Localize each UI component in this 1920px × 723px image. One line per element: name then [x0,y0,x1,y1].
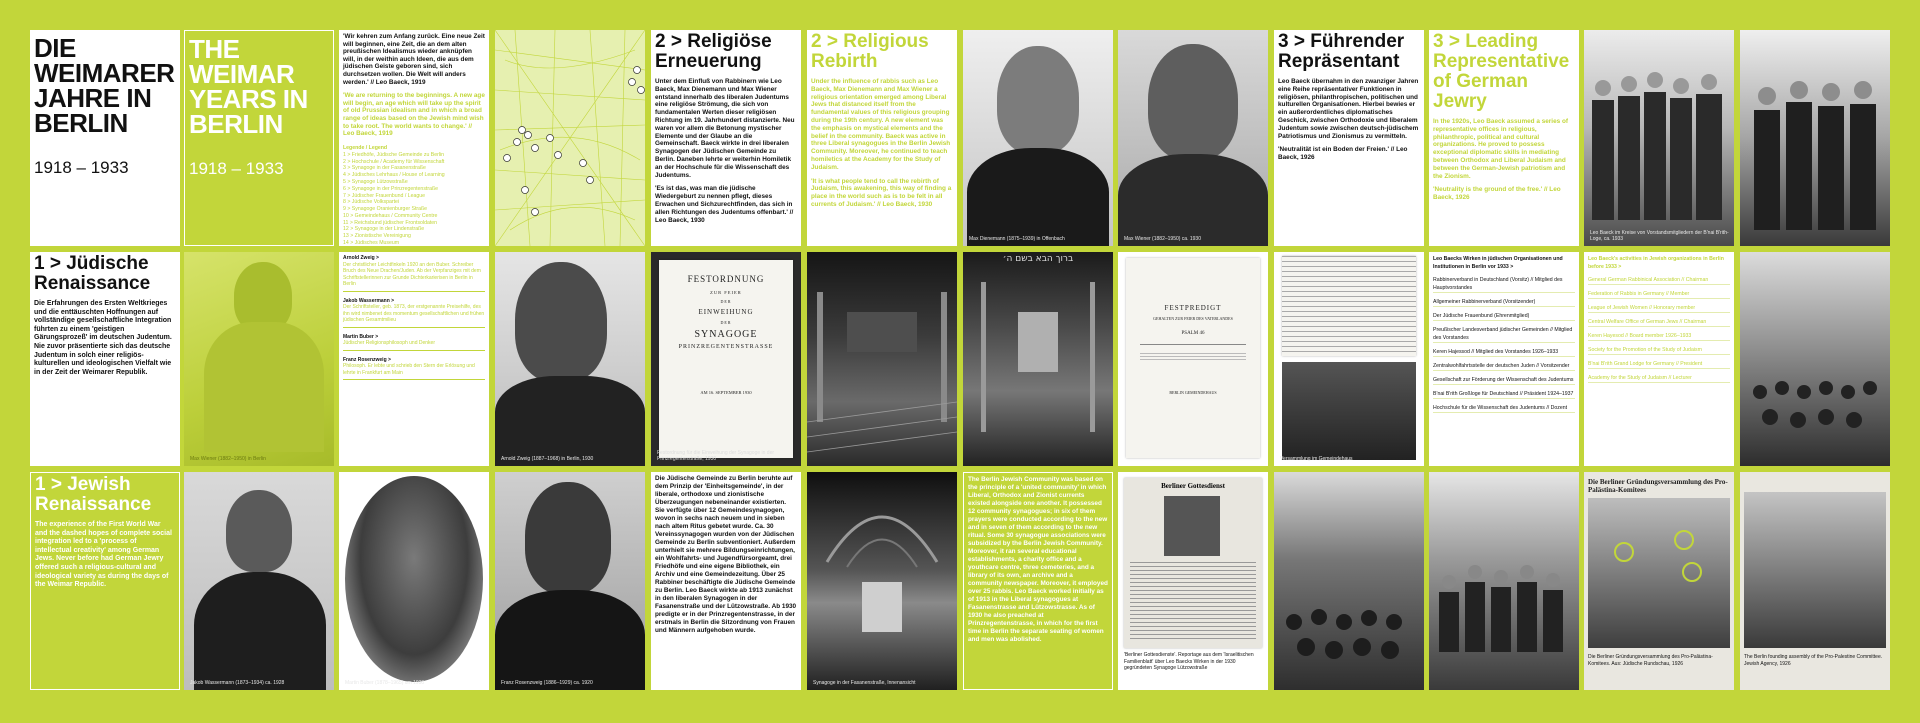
leo-baeck-group-svg [1740,30,1890,246]
festpredigt-sub: GEHALTEN ZUR FEIER DES VATERLANDES [1153,316,1233,321]
community-en-text: The Berlin Jewish Community was based on the principle of a 'united community' in which Liberal, Orthodox and Zionist currents existed alongside one another. It possessed 12 community synagogues; in six of them prayers were conducted according to the new and in seven of them according to the new ritual. Some 30 synagogue associations were subsidized by the Berlin Jewish Community. Moreover, it ran several educational establishments, a charity office and a youthcare centre, three cemeteries, and a library of its own, an archive and a community newspaper. Moreover, it employed over 25 rabbis. Leo Baeck worked initially as of 1913 in the Liberal synagogues at Fasanenstrasse and Lützowstrasse. As of 1930 he also preached at Prinzregentenstrasse, in which for the first time in Berlin the separate seating of women and men was abolished. [968,476,1108,643]
festpredigt-footer: BERLIN GEMEINDEHAUS [1169,390,1217,395]
body-silhouette [204,322,324,452]
map-legend-item: 11 > Reichsbund jüdischer Frontsoldaten [343,219,438,226]
portrait-head [515,262,607,382]
org-list-item: General German Rabbinical Association // Chairman [1588,276,1730,285]
photo-group-sitting [1429,472,1579,690]
orgs-en-title: Leo Baeck's activities in Jewish organizations in Berlin before 1933 > [1588,256,1724,270]
portrait-body [495,376,645,466]
bio-block-text: Jüdischer Religionsphilosoph und Denker [343,340,435,346]
caption-festordnung: Festordnung für die Einweihung der Synagoge in der Prinzregentenstraße, 1930 [657,450,775,462]
panel-berlin-map [495,30,645,246]
divider [343,379,485,380]
photo-max-wiener-bw [1118,30,1268,246]
photo-synagogue-interior-2 [807,472,957,690]
photo-synagogue-interior-1 [807,252,957,466]
portrait-head [997,46,1079,154]
synagogue-dome-svg [807,472,957,690]
map-legend-title: Legende / Legend [343,144,388,151]
festordnung-line: ZUR FEIER [710,290,742,295]
org-list-item: League of Jewish Women // Honorary member [1588,304,1730,313]
map-legend-item: 2 > Hochschule / Academy für Wissenschaft [343,158,445,165]
synagogue-hall-svg [963,252,1113,466]
portrait-head [1148,44,1238,160]
map-legend-item: 3 > Synagoge in der Fasanenstraße [343,165,426,172]
section2-en-text: Under the influence of rabbis such as Leo Baeck, Max Dienemann and Max Wiener a religious orientation emerged among Liberal Jews that distanced itself from the fundamental values of this religious grouping during the 19th century. A new element was the emphasis on mystical elements and the belief in the community. Baeck was active in three Liberal synagogues in the Berlin Jewish Community. Moreover, he continued to teach homiletics at the Academy for the Study of Judaism. [811,78,951,171]
org-list-item: Rabbinerverband in Deutschland (Vorsitz) // Mitglied des Hauptvorstandes [1433,276,1575,293]
quote-de-1926: 'Neutralität ist ein Boden der Freien.' // Leo Baeck, 1926 [1278,146,1408,162]
photo-synagogue-hall [963,252,1113,466]
photo-assembly-hall [1740,252,1890,466]
panel-orgs-en [1584,252,1734,466]
caption-palestine-en: The Berlin founding assembly of the Pro-Palestine Committee. Jewish Agency, 1926 [1744,654,1883,667]
photo-bnai-brith-group [1584,30,1734,246]
org-list-item: Der Jüdische Frauenbund (Ehrenmitglied) [1433,312,1575,321]
berlin-map-svg [495,30,645,246]
section2-de-text: Unter dem Einfluß von Rabbinern wie Leo Baeck, Max Dienemann und Max Wiener entstand innerhalb des liberalen Judentums eine religiöse Strömung, die sich von fundamentalen Werten dieser religiösen Richtung im 19. Jahrhundert distanzierte. Neu waren vor allem die Betonung mystischer Elemente und der Glaube an die Gemeinschaft. Baeck wirkte in drei liberalen Synagogen der Jüdischen Gemeinde zu Berlin. Daneben lehrte er weiterhin Homiletik an der Hochschule für die Wissenschaft des Judentums. [655,78,795,179]
map-legend-item: 4 > Jüdisches Lehrhaus / House of Learning [343,172,445,179]
caption-assembly: Versammlung im Gemeindehaus [1280,456,1353,462]
panel-title-de [30,30,180,246]
photo-assembly [1282,362,1416,460]
section1-de-title: 1 > Jüdische Renaissance [34,253,151,294]
panel-community-en [963,472,1113,690]
quote-en-1919: 'We are returning to the beginnings. A new age will begin, an age which will take up the spirit of old Prussian idealism and in which a broad range of ideas based on the Jewish mind wish to take root. The world wants to change.' // Leo Baeck, 1919 [343,92,485,138]
panel-community-de [651,472,801,690]
photo-leo-baeck-group [1740,30,1890,246]
years-de: 1918 – 1933 [34,158,129,177]
photo-max-wiener-lime [184,252,334,466]
bio-block-heading: Arnold Zweig > [343,255,379,261]
org-list-item: Society for the Promotion of the Study of Judaism [1588,346,1730,355]
portrait-body [194,572,326,690]
caption-max-wiener: Max Wiener (1882–1950) in Berlin [190,456,266,462]
caption-palestine-de: Die Berliner Gründungsversammlung des Pro-Palästina-Komitees. Aus: Jüdische Rundschau, 1926 [1588,654,1713,667]
map-legend-item: 5 > Synagoge Lützowstraße [343,178,408,185]
title-de: DIE WEIMARER JAHRE IN BERLIN [34,33,175,138]
festordnung-line: DER [720,299,732,304]
map-legend-item: 13 > Zionistische Vereinigung [343,233,411,240]
news-photo [1164,496,1220,556]
section2-en-title: 2 > Religious Rebirth [811,31,929,72]
bio-block-text: Philosoph. Er lebte und schrieb den Stern der Erlösung und lehrte in Frankfurt am Main [343,363,475,376]
org-list-item: Academy for the Study of Judaism // Lecturer [1588,374,1730,383]
section1-en-text: The experience of the First World War and the dashed hopes of complete social integration led to a 'process of intellectual creativity' among German Jews. Never before had German Jewry offered such a religious-cultural and ideological variety as during the days of the Weimar Republic. [35,521,172,589]
panel-section3-en [1429,30,1579,246]
group-sitting-svg [1429,472,1579,690]
quote-en-1930: 'It is what people tend to call the rebirth of Judaism, this awakening, this way of finding a place in the world such as is to be felt in all currents of Judaism.' // Leo Baeck, 1930 [811,177,952,208]
map-legend-item: 8 > Jüdische Volkspartei [343,199,400,206]
festpredigt-psalm: PSALM 46 [1181,331,1205,336]
festordnung-line: SYNAGOGE [694,329,758,340]
panel-section2-en [807,30,957,246]
org-list-item: Central Welfare Office of German Jews // Chairman [1588,318,1730,327]
bio-block-heading: Martin Buber > [343,333,379,340]
portrait-body [967,148,1109,246]
panel-section3-de [1274,30,1424,246]
newspaper-gottesdienst [1124,478,1262,648]
community-de-text: Die Jüdische Gemeinde zu Berlin beruhte auf dem Prinzip der 'Einheitsgemeinde', in der liberale, orthodoxe und zionistische Überzeugungen nebeneinander existierten. Sie verfügte über 12 Gemeindesynagogen, wovon in sechs nach neuem und in sieben nach altem Ritus gebetet wurde. Ca. 30 Vereinssynagogen wurden von der Jüdischen Gemeinde zu Berlin subventioniert. Außerdem unterhielt sie mehrere Bildungseinrichtungen, ein Wohlfahrts- und Jugendfürsorgeamt, drei Friedhöfe und eine eigene Bibliothek, ein Archiv und eine Gemeindezeitung. Über 25 Rabbiner beschäftigte die Jüdische Gemeinde zu Berlin. Leo Baeck wirkte ab 1913 zunächst in den liberalen Synagogen in der Fasanenstraße und der Lützowstraße. Ab 1930 predigte er in der Prinzregentenstrasse, in der erstmals in Berlin die Sitzordnung von Frauen und Männern aufgehoben wurde. [655,475,797,634]
news-title-palestine: Die Berliner Gründungsversammlung des Pro-Palästina-Komitees [1588,478,1728,494]
org-list-item: Hochschule für die Wissenschaft des Judentums // Dozent [1433,404,1575,413]
hebrew-banner: ברוך הבא בשם ה׳ [1002,254,1074,264]
panel-quote-1919 [339,30,489,246]
map-legend-item: 1 > Friedhöfe, Jüdische Gemeinde zu Berlin [343,151,445,158]
bnai-brith-group-svg [1584,30,1734,246]
divider [343,350,485,351]
divider [343,327,485,328]
photo-max-dienemann [963,30,1113,246]
map-legend-item: 10 > Gemeindehaus / Community Centre [343,212,438,219]
document-letter [1282,256,1416,356]
panel-pro-palestine-news [1584,472,1734,690]
map-legend-item: 9 > Synagoge Oranienburger Straße [343,206,428,213]
photo-martin-buber [339,472,489,690]
years-en: 1918 – 1933 [189,159,284,178]
panel-pro-palestine-news-2 [1740,472,1890,690]
section3-en-title: 3 > Leading Representative of German Jewry [1433,31,1570,112]
divider [343,291,485,292]
photo-meeting-hall [1274,472,1424,690]
orgs-de-list [1433,276,1575,413]
bio-block-heading: Franz Rosenzweig > [343,356,391,363]
bio-block-text: Der christlicher Leichtfinkeln 1920 an den Buber. Schreiber Bruch des Neue Drachen/Juden. Ab der Verpfanziges mit dem Schriftstellerinnen zur Grunde Dichterkarierisen in Berlin in Berlin [343,261,481,287]
org-list-item: Allgemeiner Rabbinerverband (Vorsitzender) [1433,298,1575,307]
news-photo-palestine-2 [1744,492,1886,648]
bio-block-heading: Jakob Wassermann > [343,297,395,304]
news-title-gottesdienst: Berliner Gottesdienst [1161,482,1225,490]
festordnung-document [659,260,793,458]
festordnung-line: EINWEIHUNG [698,308,754,316]
quote-de-1930: 'Es ist das, was man die jüdische Wiedergeburt zu nennen pflegt, dieses Erwachen und Sichzurechtfinden, das sich in allen Richtungen des Judentums offenbart.' // Leo Baeck, 1930 [655,185,794,224]
caption-synagogue: Synagoge in der Fasanenstraße, Innenansicht [813,680,916,686]
meeting-hall-svg [1274,472,1424,690]
festordnung-line: PRINZREGENTENSTRASSE [678,344,774,350]
festordnung-title: FESTORDNUNG [687,274,765,284]
photo-jakob-wassermann [184,472,334,690]
caption-zweig: Arnold Zweig (1887–1968) in Berlin, 1930 [501,456,594,462]
panel-orgs-de [1429,252,1579,466]
section3-en-text: In the 1920s, Leo Baeck assumed a series of representative offices in religious, philanthropic, political and cultural organizations. He proved to possess exceptional diplomatic skills in mediating between Orthodox and Liberal Judaism and between the German-Jewish patriotism and the Zionism. [1433,118,1568,180]
map-legend-item: 14 > Jüdisches Museum [343,240,400,246]
caption-gottesdienst: 'Berliner Gottesdienste'. Reportage aus dem 'Israelitischen Familienblatt' über Leo Baecks Wirken in der 1930 gegründeten Synagoge Lützowstraße [1124,652,1254,671]
portrait-head [525,482,611,594]
caption-rosenzweig: Franz Rosenzweig (1886–1929) ca. 1920 [501,680,593,686]
panel-section1-en [30,472,180,690]
org-list-item: Zentralwohlfahrtsstelle der deutschen Juden // Vorsitzender [1433,362,1575,371]
caption-dienemann: Max Dienemann (1875–1939) in Offenbach [969,236,1065,242]
portrait-body [495,590,645,690]
photo-arnold-zweig [495,252,645,466]
panel-title-en [184,30,334,246]
quote-en-1926: 'Neutrality is the ground of the free.' // Leo Baeck, 1926 [1433,186,1561,202]
orgs-en-list [1588,276,1730,383]
festpredigt-title: FESTPREDIGT [1164,304,1222,312]
map-legend [343,152,485,246]
orgs-de-title: Leo Baecks Wirken in jüdischen Organisationen und Institutionen in Berlin vor 1933 > [1433,256,1563,270]
quote-de-1919: 'Wir kehren zum Anfang zurück. Eine neue Zeit will beginnen, eine Zeit, die an dem alten preußischen Idealismus wieder anknüpfen will, in der weithin auch Ideen, die aus dem jüdischen Geiste geboren sind, sich durchsetzen wollen. Die Welt will anders werden.' // Leo Baeck, 1919 [343,33,485,86]
caption-wiener-bw: Max Wiener (1882–1950) ca. 1930 [1124,236,1201,242]
portrait-body [1118,154,1268,246]
oval-photo [345,476,483,682]
section1-de-text: Die Erfahrungen des Ersten Weltkrieges und die enttäuschten Hoffnungen auf vollständige gesellschaftliche Integration führten zu einem 'geistigen Gärungsprozeß' im deutschen Judentum. Nie zuvor präsentierte sich das deutsche Judentum in solch einer religiös-kulturellen und ideologischen Vielfalt wie in der Zeit der Weimarer Republik. [34,300,172,376]
org-list-item: B'nai B'rith Grand Lodge for Germany // President [1588,360,1730,369]
news-columns [1130,562,1256,642]
synagogue-interior-svg [807,252,957,466]
section3-de-text: Leo Baeck übernahm in den zwanziger Jahren eine Reihe repräsentativer Funktionen in religiösen, philanthropischen, politischen und kulturellen Organisationen. Hierbei bewies er ein außerordentliches diplomatisches Geschick, zwischen Orthodoxie und liberalem Judentum sowie zwischen deutsch-jüdischem Patriotismus und Zionismus zu vermitteln. [1278,78,1419,140]
map-legend-item: 7 > Jüdischer Frauenbund / League [343,192,426,199]
org-list-item: B'nai B'rith Großloge für Deutschland // Präsident 1924–1937 [1433,391,1574,397]
caption-buber: Martin Buber (1878–1965) um 1930 [345,680,425,686]
assembly-hall-svg [1740,252,1890,466]
photo-franz-rosenzweig [495,472,645,690]
panel-festpredigt [1118,252,1268,466]
org-list-item: Federation of Rabbis in Germany // Member [1588,290,1730,299]
portrait-head [226,490,292,572]
bio-blocks [343,255,485,380]
panel-section1-de [30,252,180,466]
festordnung-line: DER [720,320,732,325]
festpredigt-document [1126,258,1260,458]
panel-mid-blocks [339,252,489,466]
org-list-item: Keren Hajessod // Mitglied des Vorstandes 1926–1933 [1433,348,1575,357]
panel-docs-stack [1274,252,1424,466]
bio-block-text: Der Schriftsteller, geb. 1873, der erstgenannte Preisehilfe, des ihn wird nimbenet des momentum gesellschaftlichen und frühen jüdischen Gesamtmilieu [343,304,485,323]
caption-bnai-brith: Leo Baeck im Kreise von Vorstandsmitgliedern der B'nai B'rith-Loge, ca. 1933 [1590,230,1729,242]
map-legend-item: 6 > Synagoge in der Prinzregentenstraße [343,185,439,192]
festordnung-lines [659,290,793,350]
section2-de-title: 2 > Religiöse Erneuerung [655,31,772,72]
section3-de-title: 3 > Führender Repräsentant [1278,31,1405,72]
org-list-item: Gesellschaft zur Förderung der Wissenschaft des Judentums [1433,377,1574,383]
panel-section2-de [651,30,801,246]
section1-en-title: 1 > Jewish Renaissance [35,474,152,515]
caption-wassermann: Jakob Wassermann (1873–1934) ca. 1928 [190,680,285,686]
org-list-item: Keren Hayesod // Board member 1926–1933 [1588,332,1730,341]
panel-festordnung [651,252,801,466]
panel-gottesdienst [1118,472,1268,690]
title-en: THE WEIMAR YEARS IN BERLIN [189,34,308,139]
org-list-item: Preußischer Landesverband jüdischer Gemeinden // Mitglied des Vorstandes [1433,326,1575,343]
map-legend-item: 12 > Synagoge in der Lindenstraße [343,226,425,233]
festordnung-date: AM 16. SEPTEMBER 1930 [700,390,752,395]
